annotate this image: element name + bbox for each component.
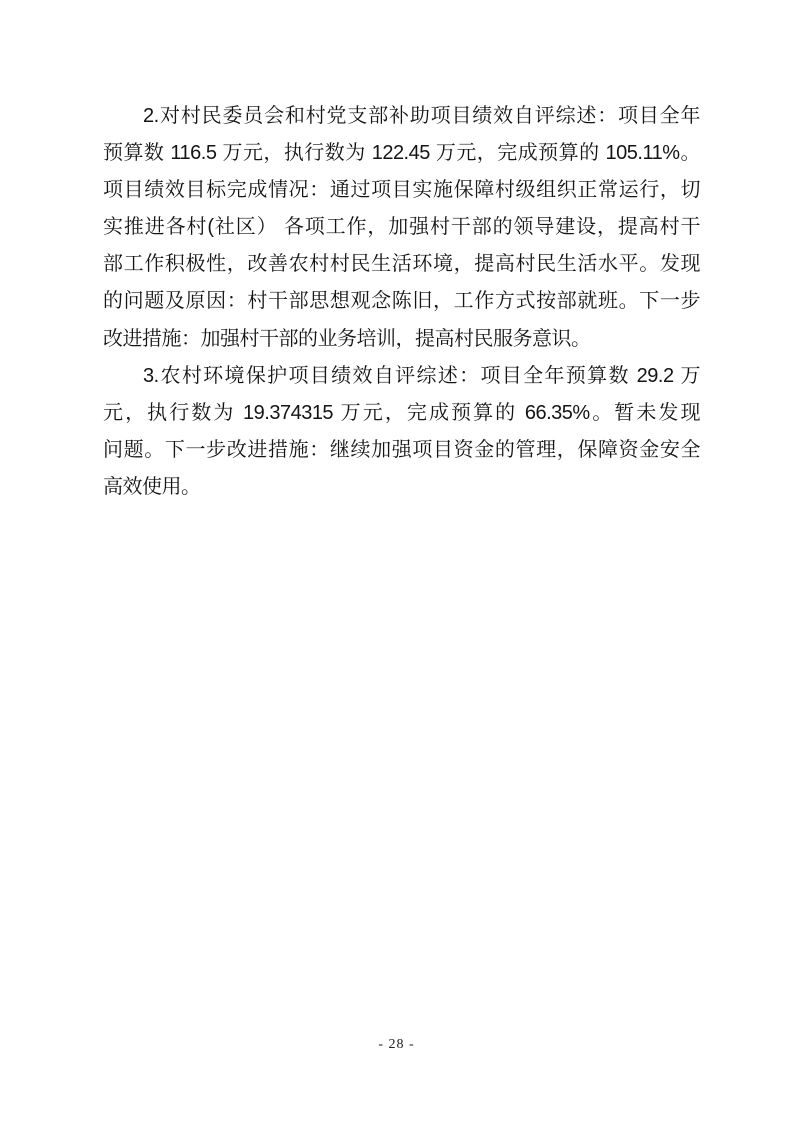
text-line: 预算数 116.5 万元，执行数为 122.45 万元，完成预算的 105.11%。 xyxy=(103,142,700,165)
paragraph-1 xyxy=(103,98,700,358)
text-line: 改进措施：加强村干部的业务培训，提高村民服务意识。 xyxy=(103,327,591,350)
page-number: - 28 - xyxy=(378,1037,415,1052)
text-line: 3.农村环境保护项目绩效自评综述：项目全年预算数 29.2 万 xyxy=(143,364,700,387)
paragraph-2 xyxy=(103,358,700,506)
text-line: 实推进各村(社区） 各项工作，加强村干部的领导建设，提高村干 xyxy=(103,216,700,239)
text-line: 项目绩效目标完成情况：通过项目实施保障村级组织正常运行，切 xyxy=(103,179,700,202)
text-line: 高效使用。 xyxy=(103,475,201,498)
text-line: 元，执行数为 19.374315 万元，完成预算的 66.35%。暂未发现 xyxy=(103,401,700,424)
text-line: 2.对村民委员会和村党支部补助项目绩效自评综述：项目全年 xyxy=(143,105,700,127)
text-line: 问题。下一步改进措施：继续加强项目资金的管理，保障资金安全 xyxy=(103,438,700,461)
text-line: 部工作积极性，改善农村村民生活环境，提高村民生活水平。发现 xyxy=(103,253,700,276)
document-body xyxy=(103,98,700,506)
text-line: 的问题及原因：村干部思想观念陈旧，工作方式按部就班。下一步 xyxy=(103,290,700,313)
